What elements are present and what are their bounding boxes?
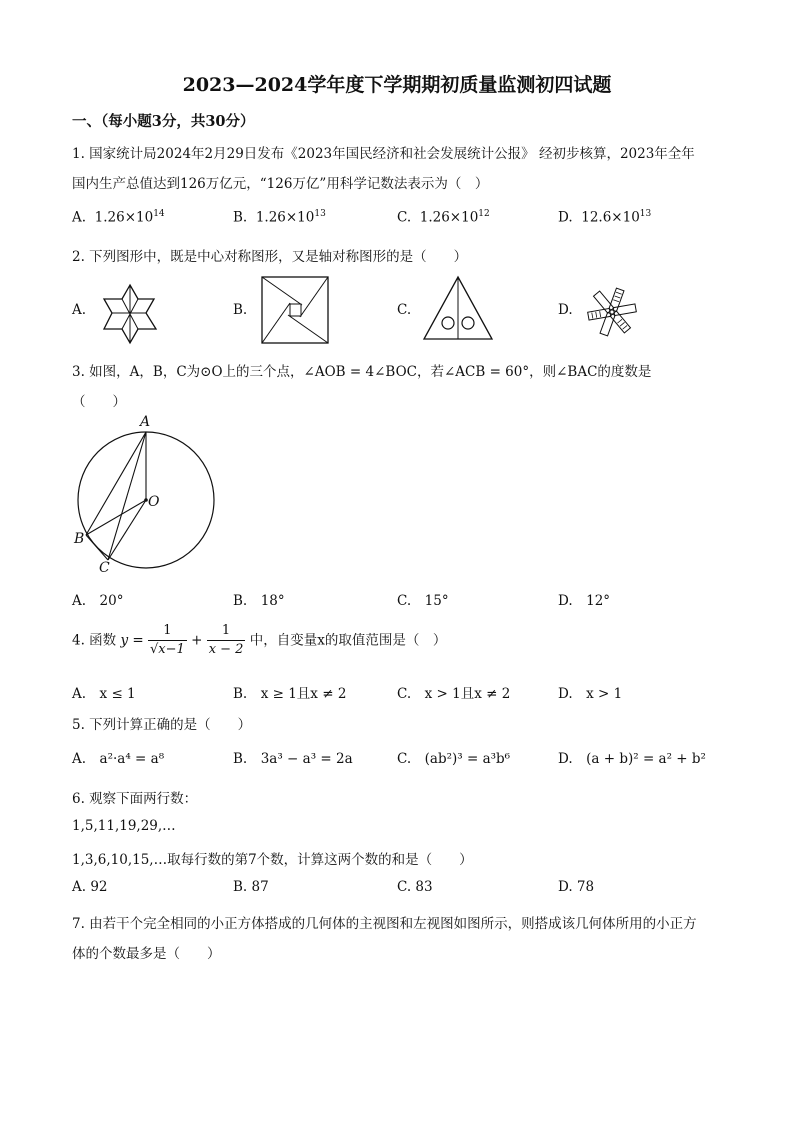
page-title: 2023—2024学年度下学期期初质量监测初四试题 (182, 74, 612, 96)
q6-option-b: B. 87 (233, 879, 269, 895)
q4-option-c: C. x > 1且x ≠ 2 (397, 686, 511, 702)
section-heading: 一、（每小题3分，共30分） (72, 113, 255, 130)
q3-option-c: C. 15° (397, 593, 449, 609)
q2-label-c: C. (397, 302, 412, 318)
q5-option-a: A. a²·a⁴ = a⁸ (72, 751, 165, 767)
point-c-label: C (99, 560, 110, 576)
q5-option-c: C. (ab²)³ = a³b⁶ (397, 751, 511, 767)
q6-text: 6. 观察下面两行数： (72, 791, 198, 807)
q4-option-b: B. x ≥ 1且x ≠ 2 (233, 686, 347, 702)
q6-option-c: C. 83 (397, 879, 433, 895)
q5-option-d: D. (a + b)² = a² + b² (558, 751, 706, 767)
q6-option-d: D. 78 (558, 879, 595, 895)
hatched-pinwheel-figure (580, 284, 644, 340)
circle-diagram (70, 415, 220, 580)
q3-line1: 3. 如图，A，B，C为⊙O上的三个点，∠AOB = 4∠BOC，若∠ACB = 60°，则∠BAC的度数是 (72, 364, 652, 380)
q4-fraction-1: $\frac{1}{√x-1}$ (150, 623, 185, 657)
q6-row1: 1,5,11,19,29,… (72, 818, 176, 834)
q1-line2: 国内生产总值达到126万亿元，“126万亿”用科学记数法表示为（ ） (72, 176, 489, 192)
q1-option-d: D. $12.6\times 10^{13}$ (558, 209, 652, 226)
q3-option-a: A. 20° (72, 593, 124, 609)
q7-line2: 体的个数最多是（ ） (72, 946, 221, 962)
q1-option-c: C. $1.26\times 10^{12}$ (397, 209, 490, 226)
q4-text: 4. 函数 y = $\frac{1}{√x-1}$ + $\frac{1}{x - 2}$ 中，自变量x的取值范围是（ ） (72, 623, 447, 657)
q4-option-d: D. x > 1 (558, 686, 623, 702)
q2-label-a: A. (72, 302, 87, 318)
point-o-label: O (148, 494, 160, 510)
q4-option-a: A. x ≤ 1 (72, 686, 136, 702)
square-pinwheel-figure (260, 275, 330, 345)
point-b-label: B (74, 531, 85, 547)
q1-option-a: A. $1.26\times 10^{14}$ (72, 209, 165, 226)
q4-fraction-2: $\frac{1}{x - 2}$ (208, 623, 244, 657)
q2-text: 2. 下列图形中，既是中心对称图形，又是轴对称图形的是（ ） (72, 249, 468, 265)
point-a-label: A (140, 414, 151, 430)
triangle-two-circles-figure (422, 275, 494, 341)
six-point-star-figure (94, 283, 166, 345)
q3-option-d: D. 12° (558, 593, 611, 609)
q6-row2: 1,3,6,10,15,…取每行数的第7个数，计算这两个数的和是（ ） (72, 852, 473, 868)
q7-line1: 7. 由若干个完全相同的小正方体搭成的几何体的主视图和左视图如图所示，则搭成该几何体所用的小正方 (72, 916, 697, 932)
q1-option-b: B. $1.26\times 10^{13}$ (233, 209, 326, 226)
q5-text: 5. 下列计算正确的是（ ） (72, 717, 252, 733)
q5-option-b: B. 3a³ − a³ = 2a (233, 751, 353, 767)
q2-label-d: D. (558, 302, 573, 318)
q3-option-b: B. 18° (233, 593, 285, 609)
q3-line2: （ ） (72, 394, 126, 410)
q6-option-a: A. 92 (72, 879, 108, 895)
q2-label-b: B. (233, 302, 248, 318)
q1-line1: 1. 国家统计局2024年2月29日发布《2023年国民经济和社会发展统计公报》 经初步核算，2023年全年 (72, 146, 695, 162)
